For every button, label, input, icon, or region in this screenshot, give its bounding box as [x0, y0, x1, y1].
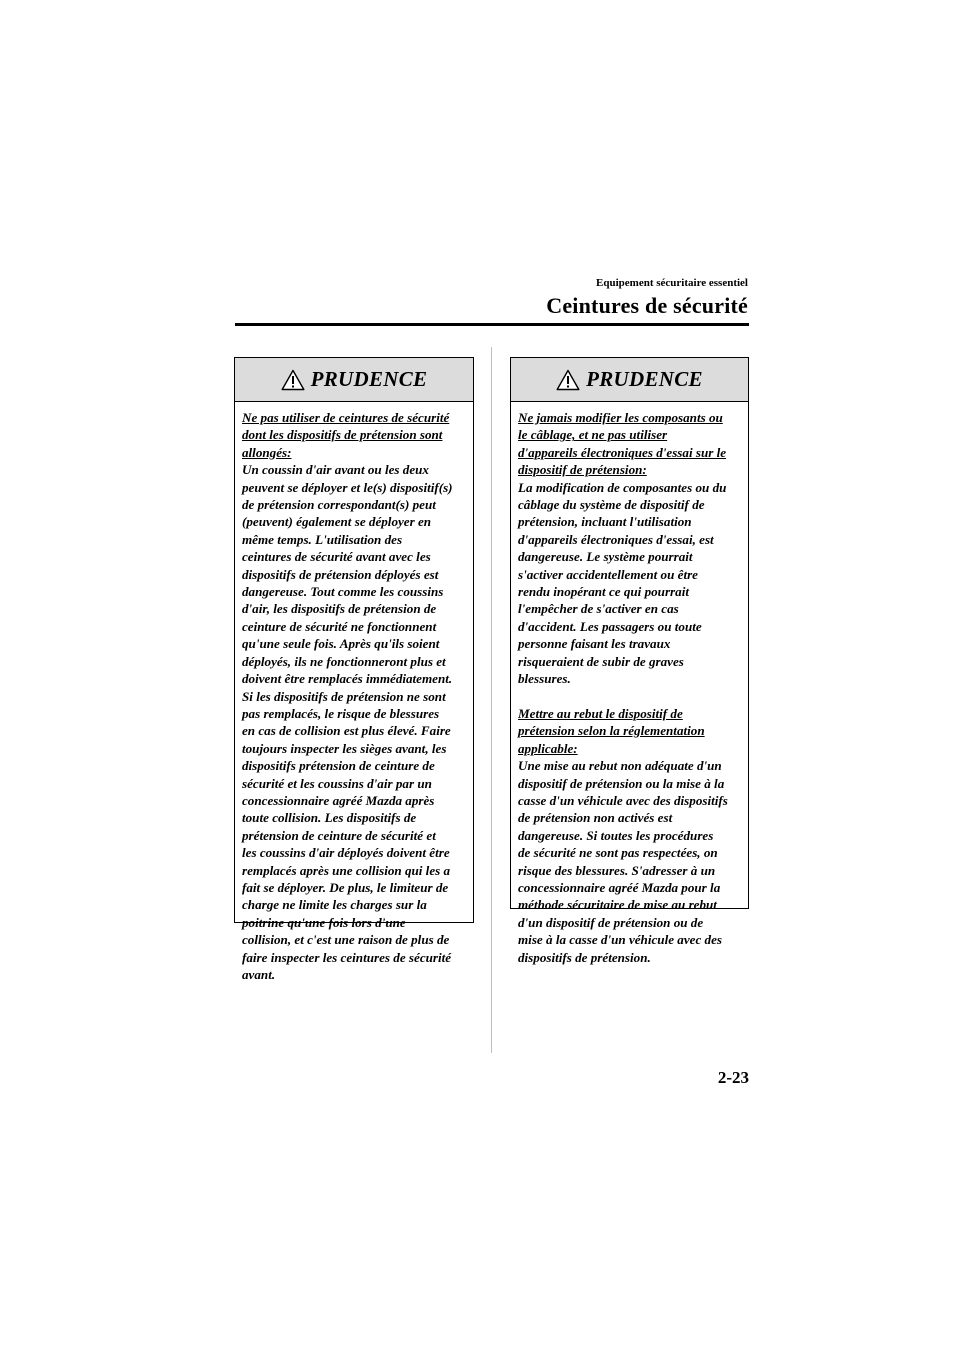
caution-text-line: poitrine qu'une fois lors d'une — [242, 914, 406, 930]
caution-text-line: (peuvent) également se déployer en — [242, 514, 432, 530]
caution-text-line: collision, et c'est une raison de plus de — [242, 932, 450, 948]
caution-text-line: dispositifs de prétension déployés est — [242, 566, 439, 582]
caution-text-right — [511, 402, 748, 966]
caution-subheading-line: applicable: — [518, 740, 578, 756]
caution-text-line: prétension de ceinture de sécurité et — [242, 827, 436, 843]
caution-text-line: d'un dispositif de prétension ou de — [518, 914, 704, 930]
caution-text-line: câblage du système de dispositif de — [518, 497, 705, 513]
caution-text-line: mise à la casse d'un véhicule avec des — [518, 932, 723, 948]
caution-text-line: risqueraient de subir de graves — [518, 653, 684, 669]
caution-text-line: dispositif de prétension ou la mise à la — [518, 775, 725, 791]
caution-text-line: blessures. — [518, 671, 571, 687]
caution-subheading-line: prétension selon la réglementation — [518, 723, 705, 739]
caution-subheading-line: dispositif de prétension: — [518, 462, 647, 478]
caution-text-line: pas remplacés, le risque de blessures — [242, 705, 440, 721]
caution-text-line: dispositifs de prétension. — [518, 949, 651, 965]
caution-text-line: dangereuse. Tout comme les coussins — [242, 584, 444, 600]
caution-text-line: peuvent se déployer et le(s) dispositif(s) — [242, 479, 453, 495]
caution-subheading-line: Ne jamais modifier les composants ou — [518, 410, 723, 425]
caution-label: PRUDENCE — [310, 367, 428, 391]
caution-text-line: de prétension correspondant(s) peut — [242, 497, 436, 513]
caution-subheading-line: le câblage, et ne pas utiliser — [518, 427, 668, 443]
caution-text-left — [235, 402, 473, 983]
warning-triangle-icon — [281, 369, 305, 391]
caution-text-line: avant. — [242, 967, 276, 982]
caution-text-line: prétension, incluant l'utilisation — [518, 514, 692, 530]
caution-text-line: de sécurité ne sont pas respectées, on — [518, 845, 718, 861]
caution-box-right — [510, 357, 749, 965]
caution-subheading-line: Ne pas utiliser de ceintures de sécurité — [242, 410, 450, 425]
header-rule — [235, 323, 749, 326]
caution-text-line: d'accident. Les passagers ou toute — [518, 618, 702, 634]
caution-text-line: concessionnaire agréé Mazda pour la — [518, 879, 721, 895]
caution-text-line: personne faisant les travaux — [518, 636, 671, 652]
caution-text-line: toujours inspecter les sièges avant, les — [242, 740, 447, 756]
caution-text-line: casse d'un véhicule avec des dispositifs — [518, 792, 728, 808]
paragraph-gap — [518, 688, 742, 705]
caution-text-line: s'activer accidentellement ou être — [518, 566, 698, 582]
page-number: 2-23 — [717, 1068, 749, 1087]
section-header: Equipement sécuritaire essentiel — [596, 277, 748, 289]
caution-text-line: risque des blessures. S'adresser à un — [518, 862, 716, 878]
warning-triangle-icon — [556, 369, 580, 391]
caution-text-line: d'air, les dispositifs de prétension de — [242, 601, 437, 617]
caution-text-line: dispositifs prétension de ceinture de — [242, 758, 435, 774]
caution-text-line: ceinture de sécurité ne fonctionnent — [242, 618, 437, 634]
caution-text-line: même temps. L'utilisation des — [242, 531, 403, 547]
caution-text-line: d'appareils électroniques d'essai, est — [518, 531, 714, 547]
caution-text-line: doivent être remplacés immédiatement. — [242, 671, 453, 687]
caution-subheading-line: d'appareils électroniques d'essai sur le — [518, 444, 727, 460]
caution-text-line: faire inspecter les ceintures de sécurité — [242, 949, 452, 965]
caution-heading-right — [511, 358, 748, 402]
caution-text-line: dangereuse. Si toutes les procédures — [518, 827, 714, 843]
caution-text-line: concessionnaire agréé Mazda après — [242, 792, 435, 808]
caution-text-line: dangereuse. Le système pourrait — [518, 549, 693, 565]
caution-text-line: rendu inopérant ce qui pourrait — [518, 584, 689, 600]
column-divider — [491, 347, 492, 1053]
caution-label: PRUDENCE — [586, 367, 703, 391]
caution-text-line: Une mise au rebut non adéquate d'un — [518, 758, 722, 774]
caution-text-line: Un coussin d'air avant ou les deux — [242, 462, 429, 478]
caution-subheading-line: allongés: — [242, 444, 292, 460]
caution-text-line: déployés, ils ne fonctionneront plus et — [242, 653, 446, 669]
caution-text-line: en cas de collision est plus élevé. Faire — [242, 723, 451, 739]
caution-box-left — [234, 357, 474, 982]
caution-text-line: les coussins d'air déployés doivent être — [242, 845, 450, 861]
caution-text-line: sécurité et les coussins d'air par un — [242, 775, 432, 791]
caution-subheading-line: dont les dispositifs de prétension sont — [242, 427, 443, 443]
caution-text-line: La modification de composantes ou du — [518, 479, 727, 495]
caution-text-line: de prétension non activés est — [518, 810, 673, 826]
caution-text-line: toute collision. Les dispositifs de — [242, 810, 417, 826]
caution-text-line: remplacés après une collision qui les a — [242, 862, 451, 878]
caution-text-line: Si les dispositifs de prétension ne sont — [242, 688, 446, 704]
caution-subheading-line: Mettre au rebut le dispositif de — [518, 705, 683, 721]
caution-text-line: qu'une seule fois. Après qu'ils soient — [242, 636, 440, 652]
caution-text-line: méthode sécuritaire de mise au rebut — [518, 897, 717, 913]
caution-text-line: charge ne limite les charges sur la — [242, 897, 427, 913]
caution-heading-left — [235, 358, 473, 402]
caution-text-line: fait se déployer. De plus, le limiteur de — [242, 879, 449, 895]
caution-text-line: l'empêcher de s'activer en cas — [518, 601, 679, 617]
caution-text-line: ceintures de sécurité avant avec les — [242, 549, 431, 565]
page-title: Ceintures de sécurité — [546, 293, 748, 318]
